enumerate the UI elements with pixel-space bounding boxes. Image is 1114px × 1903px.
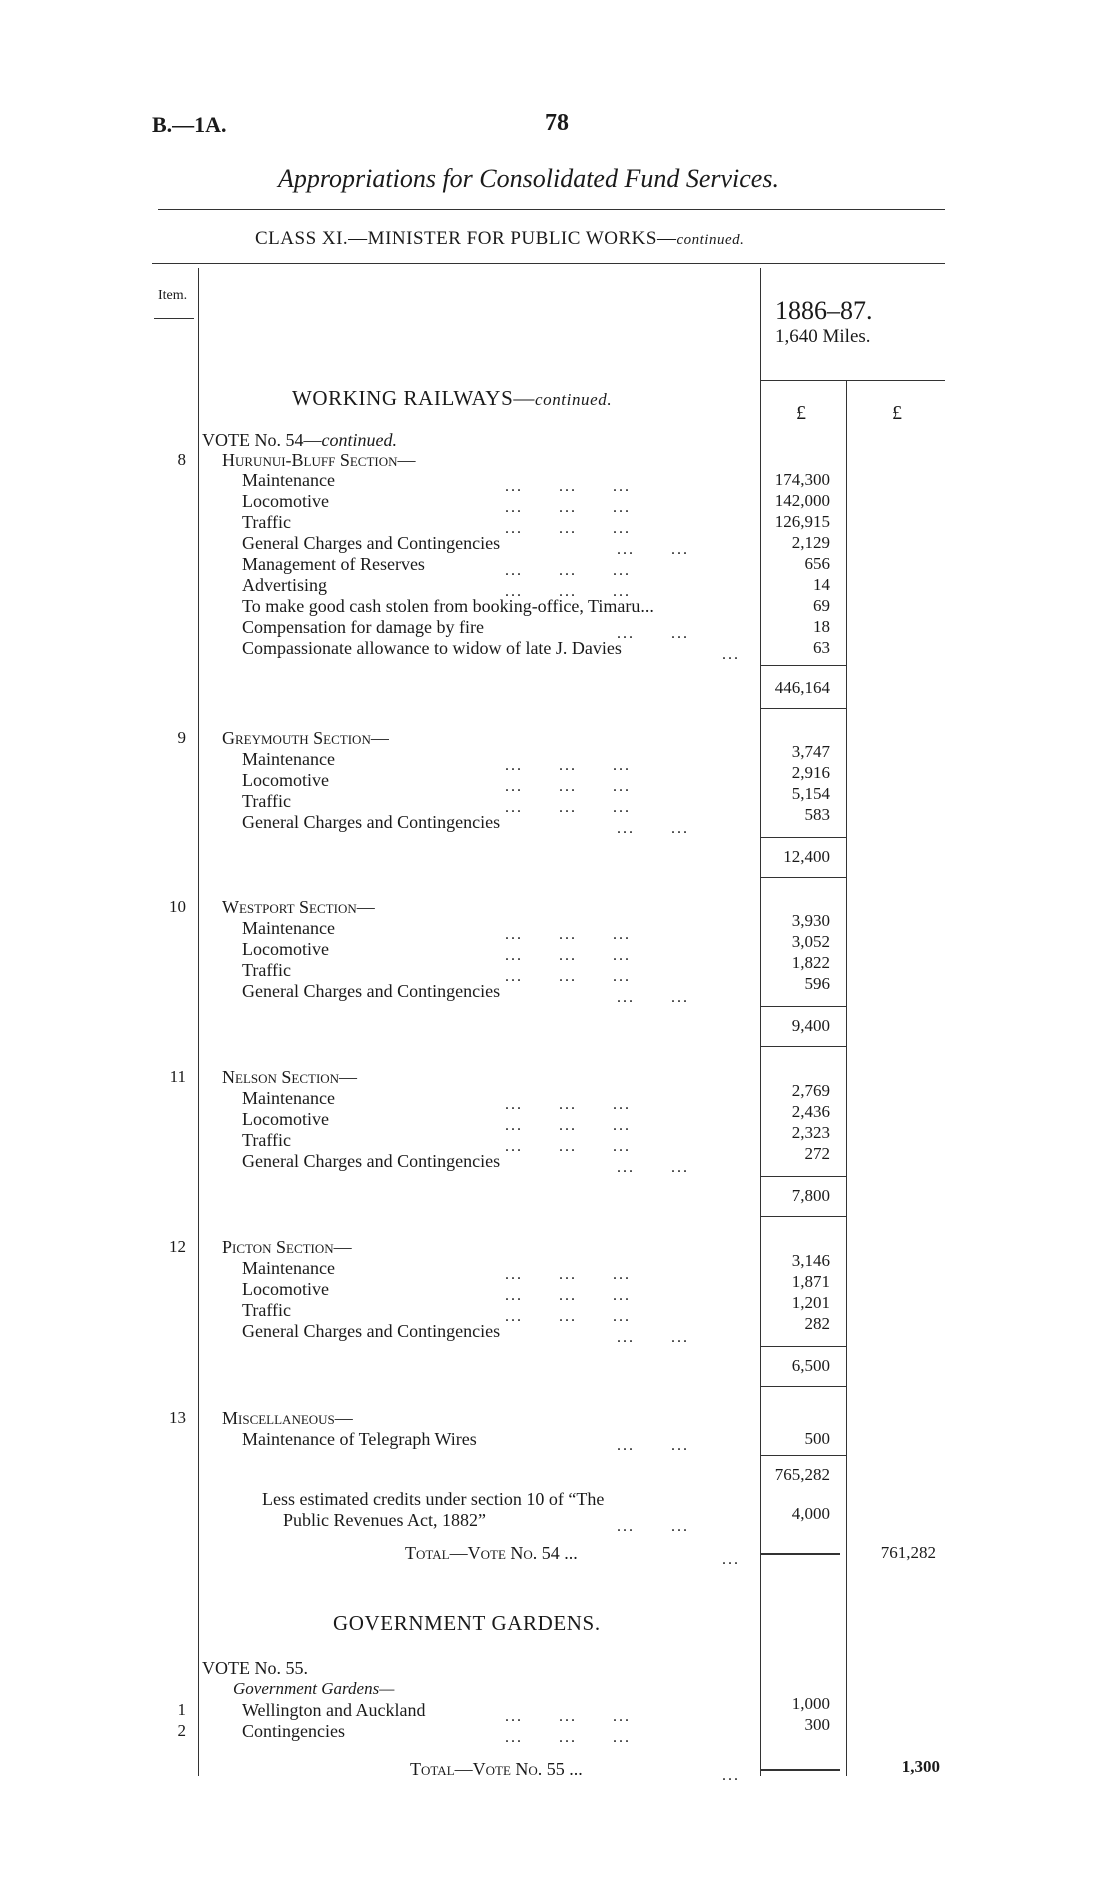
line-label: Traffic: [242, 512, 291, 532]
leader-dots: ... ... ...: [505, 947, 631, 964]
line-amount: 2,323: [791, 1123, 830, 1142]
leader-dots: ... ... ...: [505, 499, 631, 516]
line-label: General Charges and Contingencies: [242, 1321, 501, 1341]
line-label: Maintenance: [242, 1258, 335, 1278]
leader-dots: ... ... ...: [505, 926, 631, 943]
line-amount: 142,000: [774, 491, 830, 510]
leader-dots: ... ... ...: [505, 1117, 631, 1134]
section-heading-nelson: Nelson Section—: [222, 1067, 358, 1087]
page-number: 78: [545, 110, 569, 136]
pound-sign-col2: £: [892, 402, 902, 424]
government-gardens-subhead: Government Gardens—: [233, 1679, 395, 1698]
year-header: 1886–87.: [775, 296, 873, 325]
line-amount: 126,915: [774, 512, 830, 531]
line-amount: 63: [813, 638, 830, 657]
section-heading-picton: Picton Section—: [222, 1237, 352, 1257]
subtotal-rule: [760, 1386, 846, 1387]
leader-dots: ... ... ...: [505, 1138, 631, 1155]
line-amount: 583: [804, 805, 830, 824]
section-subtotal: 446,164: [774, 678, 830, 697]
line-amount: 3,747: [791, 742, 830, 761]
leader-dots: ... ... ...: [505, 583, 631, 600]
section-heading-hurunui-bluff: Hurunui-Bluff Section—: [222, 450, 416, 470]
line-amount: 1,201: [791, 1293, 830, 1312]
rule-year-head: [760, 380, 945, 381]
line-label: Compassionate allowance to widow of late J. Davies: [242, 638, 622, 658]
line-amount: 174,300: [774, 470, 830, 489]
item-number: 9: [177, 728, 186, 747]
line-label: Compensation for damage by fire: [242, 617, 484, 637]
item-number: 8: [177, 450, 186, 469]
total-vote-54-amount: 761,282: [880, 1543, 936, 1562]
line-label: Maintenance: [242, 1088, 335, 1108]
subtotal-rule: [760, 1216, 846, 1217]
line-amount: 500: [804, 1429, 830, 1448]
line-label: Locomotive: [242, 770, 329, 790]
line-label: Wellington and Auckland: [242, 1700, 426, 1720]
line-label: General Charges and Contingencies: [242, 812, 501, 832]
leader-dots: ... ... ...: [505, 757, 631, 774]
subtotal-rule: [760, 1346, 846, 1347]
line-amount: 300: [804, 1715, 830, 1734]
line-label: Traffic: [242, 1130, 291, 1150]
total-rule: [760, 1769, 840, 1771]
section-subtotal: 7,800: [791, 1186, 830, 1205]
subtotal-rule: [760, 665, 846, 666]
line-label: Contingencies: [242, 1721, 345, 1741]
vote-54-heading: VOTE No. 54—continued.: [202, 430, 397, 450]
line-amount: 1,871: [791, 1272, 830, 1291]
subtotal-rule: [760, 1176, 846, 1177]
line-label: Locomotive: [242, 491, 329, 511]
item-number: 13: [169, 1408, 186, 1427]
section-subtotal: 12,400: [783, 847, 830, 866]
line-amount: 2,436: [791, 1102, 830, 1121]
section-heading-miscellaneous: Miscellaneous—: [222, 1408, 353, 1428]
line-amount: 3,146: [791, 1251, 830, 1270]
line-label: Maintenance: [242, 749, 335, 769]
leader-dots: ... ...: [617, 541, 689, 558]
subtotal-rule: [760, 877, 846, 878]
item-number: 1: [177, 1700, 186, 1719]
section-heading-greymouth: Greymouth Section—: [222, 728, 389, 748]
line-label: General Charges and Contingencies: [242, 981, 501, 1001]
line-amount: 18: [813, 617, 830, 636]
government-gardens-title: GOVERNMENT GARDENS.: [333, 1611, 601, 1635]
leader-dots: ... ... ...: [505, 520, 631, 537]
leader-dots: ... ...: [617, 989, 689, 1006]
section-subtotal: 6,500: [791, 1356, 830, 1375]
less-credits-amount: 4,000: [791, 1504, 830, 1523]
leader-dots: ... ...: [617, 1329, 689, 1346]
line-amount: 282: [804, 1314, 830, 1333]
item-number: 11: [169, 1067, 186, 1086]
leader-dots: ... ... ...: [505, 562, 631, 579]
item-number: 2: [177, 1721, 186, 1740]
line-label: Locomotive: [242, 1279, 329, 1299]
leader-dots: ... ... ...: [505, 1287, 631, 1304]
less-credits-label: Less estimated credits under section 10 of “The: [262, 1489, 605, 1509]
amount2-column-rule: [846, 380, 847, 1776]
line-amount: 656: [804, 554, 830, 573]
line-label: General Charges and Contingencies: [242, 1151, 501, 1171]
line-label: Traffic: [242, 960, 291, 980]
leader-dots: ... ...: [617, 1437, 689, 1454]
line-label: Locomotive: [242, 939, 329, 959]
line-amount: 2,916: [791, 763, 830, 782]
subtotal-rule: [760, 837, 846, 838]
rule-table-top: [152, 263, 945, 264]
line-label: Management of Reserves: [242, 554, 425, 574]
line-amount: 69: [813, 596, 830, 615]
line-amount: 596: [804, 974, 830, 993]
item-number: 12: [169, 1237, 186, 1256]
line-amount: 5,154: [791, 784, 830, 803]
pound-sign-col1: £: [796, 402, 806, 424]
line-label: Maintenance: [242, 470, 335, 490]
document-ref: B.—1A.: [152, 112, 227, 137]
class-heading: CLASS XI.—MINISTER FOR PUBLIC WORKS—continued.: [255, 228, 745, 249]
leader-dots: ... ... ...: [505, 1266, 631, 1283]
line-amount: 1,822: [791, 953, 830, 972]
leader-dots: ... ... ...: [505, 778, 631, 795]
leader-dots: ... ... ...: [505, 799, 631, 816]
line-label: Traffic: [242, 791, 291, 811]
line-amount: 14: [813, 575, 830, 594]
rule-item-head: [154, 318, 194, 319]
less-credits-label-cont: Public Revenues Act, 1882”: [283, 1510, 486, 1530]
gross-total: 765,282: [774, 1465, 830, 1484]
subtotal-rule: [760, 1006, 846, 1007]
line-label: Traffic: [242, 1300, 291, 1320]
rule-top: [158, 209, 945, 210]
total-vote-55-amount: 1,300: [901, 1757, 940, 1776]
page-subtitle: Appropriations for Consolidated Fund Services.: [278, 164, 779, 193]
line-label: Maintenance: [242, 918, 335, 938]
leader-dots: ... ...: [617, 820, 689, 837]
vote-55-heading: VOTE No. 55.: [202, 1658, 308, 1678]
leader-dots: ... ... ...: [505, 478, 631, 495]
line-amount: 272: [804, 1144, 830, 1163]
subtotal-rule: [760, 708, 846, 709]
leader-dots: ...: [722, 1551, 740, 1568]
subtotal-rule: [760, 1046, 846, 1047]
line-amount: 3,930: [791, 911, 830, 930]
leader-dots: ...: [722, 646, 740, 663]
total-rule: [760, 1553, 840, 1555]
leader-dots: ... ... ...: [505, 1308, 631, 1325]
line-label: General Charges and Contingencies: [242, 533, 501, 553]
item-column-rule: [198, 268, 199, 1776]
leader-dots: ... ...: [617, 625, 689, 642]
total-vote-54-label: Total—Vote No. 54 ...: [405, 1543, 578, 1563]
total-vote-55-label: Total—Vote No. 55 ...: [410, 1759, 583, 1779]
item-column-header: Item.: [158, 288, 188, 303]
line-amount: 2,129: [791, 533, 830, 552]
line-label: Advertising: [242, 575, 327, 595]
line-label: Maintenance of Telegraph Wires: [242, 1429, 477, 1449]
line-label: To make good cash stolen from booking-office, Timaru...: [242, 596, 654, 616]
line-label: Locomotive: [242, 1109, 329, 1129]
leader-dots: ... ... ...: [505, 1096, 631, 1113]
leader-dots: ...: [722, 1767, 740, 1784]
section-subtotal: 9,400: [791, 1016, 830, 1035]
miles-header: 1,640 Miles.: [775, 326, 871, 347]
leader-dots: ... ...: [617, 1518, 689, 1535]
subtotal-rule: [760, 1455, 846, 1456]
line-amount: 1,000: [791, 1694, 830, 1713]
leader-dots: ... ... ...: [505, 968, 631, 985]
working-railways-title: WORKING RAILWAYS—continued.: [292, 386, 613, 410]
line-amount: 3,052: [791, 932, 830, 951]
line-amount: 2,769: [791, 1081, 830, 1100]
leader-dots: ... ...: [617, 1159, 689, 1176]
section-heading-westport: Westport Section—: [222, 897, 375, 917]
leader-dots: ... ... ...: [505, 1729, 631, 1746]
item-number: 10: [169, 897, 186, 916]
leader-dots: ... ... ...: [505, 1708, 631, 1725]
